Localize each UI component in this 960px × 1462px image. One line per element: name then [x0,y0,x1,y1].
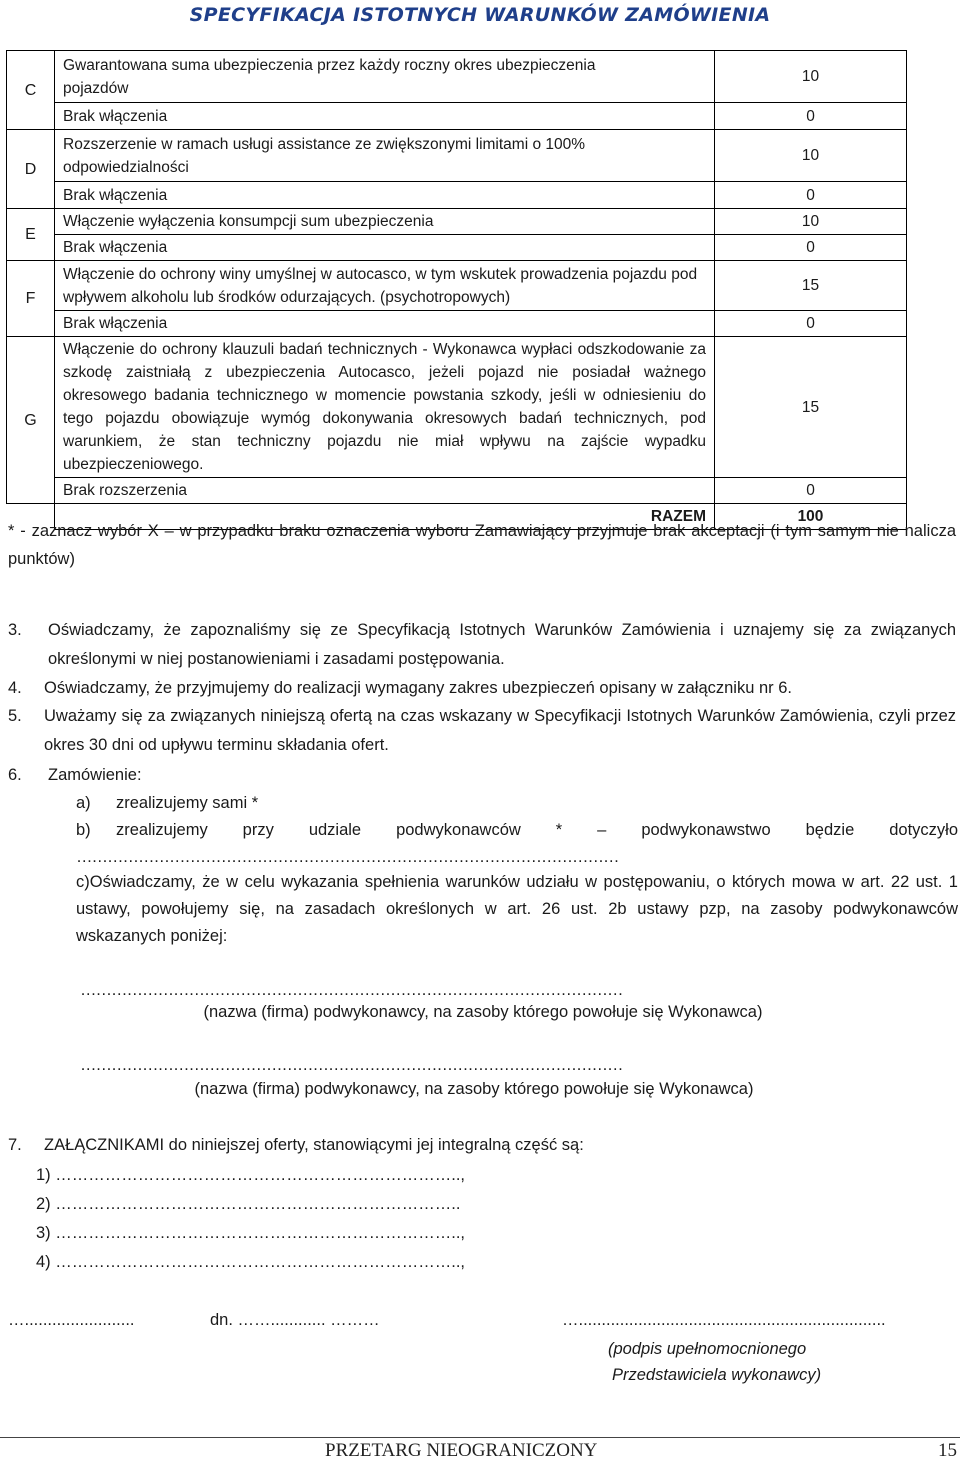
option-points: 15 [715,261,907,311]
option-points: 10 [715,130,907,182]
signature-caption-2: Przedstawiciela wykonawcy) [612,1366,822,1384]
attachment-line-2: 2) ……………………………………………………………….. [36,1195,461,1213]
table-row [7,311,907,337]
subcontractor-dots-2: …………………………………………………………………………………………… [80,1056,623,1074]
signature-place: …........................ [8,1311,135,1329]
table-row [7,261,907,311]
option-none-text: Brak włączenia [55,182,715,209]
option-none-points: 0 [715,182,907,209]
row-letter: C [7,51,55,130]
row-letter: E [7,209,55,261]
option-text: Włączenie do ochrony winy umyślnej w autocasco, w tym wskutek prowadzenia pojazdu pod wpływem alkoholu lub środków odurzających. (psychotropowych) [55,261,715,311]
table-row [7,478,907,504]
item-number: 5. [8,707,22,725]
item-number: 6. [8,766,22,784]
item-5-text: Uważamy się za związanych niniejszą ofertą na czas wskazany w Specyfikacji Istotnych Warunków Zamówienia, czyli przez okres 30 dni od upływu terminu składania ofert. [44,707,956,754]
option-none-text: Brak włączenia [55,311,715,337]
item-number: 4. [8,679,22,697]
item-3-text: Oświadczamy, że zapoznaliśmy się ze Specyfikacją Istotnych Warunków Zamówienia i uznajemy się za związanych określonymi w niej postanowieniami i zasadami postępowania. [48,621,956,668]
item-4-text: Oświadczamy, że przyjmujemy do realizacji wymagany zakres ubezpieczeń opisany w załączniku nr 6. [44,679,792,697]
subcontractor-caption-1: (nazwa (firma) podwykonawcy, na zasoby którego powołuje się Wykonawca) [203,1003,763,1021]
option-none-text: Brak włączenia [55,235,715,261]
option-text: Włączenie wyłączenia konsumpcji sum ubezpieczenia [55,209,715,235]
option-text: Włączenie do ochrony klauzuli badań technicznych - Wykonawca wypłaci odszkodowanie za szkodę zaistniałą z ubezpieczenia Autocasco, jeżeli pojazd nie posiadał ważnego okresowego badania technicznego w momencie powstania szkody, jeśli w odniesieniu do tego pojazdu obowiązuje wymóg dokonywania okresowych badań technicznych, pod warunkiem, że stan techniczny pojazdu nie miał wpływu na zajście wypadku ubezpieczeniowego. [55,337,715,478]
option-none-points: 0 [715,478,907,504]
table-row [7,51,907,103]
total-label: RAZEM [55,504,715,530]
document-header-title: SPECYFIKACJA ISTOTNYCH WARUNKÓW ZAMÓWIENIA [189,4,771,26]
option-none-points: 0 [715,103,907,130]
footer-label: PRZETARG NIEOGRANICZONY [325,1440,598,1461]
scoring-table [6,50,907,530]
selection-note: * - zaznacz wybór X – w przypadku braku oznaczenia wyboru Zamawiający przyjmuje brak akceptacji (i tym samym nie nalicza punktów) [8,522,956,568]
option-points: 10 [715,51,907,103]
row-letter: F [7,261,55,337]
option-none-points: 0 [715,311,907,337]
option-points: 10 [715,209,907,235]
table-row [7,235,907,261]
option-text: Rozszerzenie w ramach usługi assistance ze zwiększonymi limitami o 100% odpowiedzialności [55,130,715,182]
option-points: 15 [715,337,907,478]
option-a-text: zrealizujemy sami * [116,794,259,812]
signature-caption-1: (podpis upełnomocnionego [608,1340,807,1358]
option-b-text: zrealizujemy przy udziale podwykonawców * – podwykonawstwo będzie dotyczyło [116,821,958,839]
subcontractor-caption-2: (nazwa (firma) podwykonawcy, na zasoby którego powołuje się Wykonawca) [194,1080,754,1098]
table-row [7,209,907,235]
option-a-label: a) [76,794,91,812]
signature-date: dn. ……............ ……… [210,1311,380,1329]
option-none-text: Brak rozszerzenia [55,478,715,504]
row-letter: D [7,130,55,209]
footer-divider [0,1437,960,1438]
subcontractor-dots-1: …………………………………………………………………………………………… [80,981,623,999]
signature-line: …................................................................... [562,1311,886,1329]
option-b-dots: …………………………………………………………………………………………… [76,848,619,866]
table-row [7,337,907,478]
option-c-text: c)Oświadczamy, że w celu wykazania spełnienia warunków udziału w postępowaniu, o których mowa w art. 22 ust. 1 ustawy, powołujemy się, na zasadach określonych w art. 26 ust. 2b ustawy pzp, na zasoby podwykonawców wskazanych poniżej: [76,873,958,945]
table-row [7,130,907,182]
item-number: 3. [8,621,22,639]
table-row [7,182,907,209]
item-number: 7. [8,1136,22,1154]
option-none-text: Brak włączenia [55,103,715,130]
attachment-line-4: 4) ……………………………………………………………….., [36,1253,466,1271]
option-b-label: b) [76,821,91,839]
total-value: 100 [715,504,907,530]
option-none-points: 0 [715,235,907,261]
item-6-text: Zamówienie: [48,766,142,784]
page-number: 15 [938,1440,957,1461]
table-row [7,103,907,130]
attachment-line-1: 1) ……………………………………………………………….., [36,1166,466,1184]
row-letter: G [7,337,55,504]
attachment-line-3: 3) ……………………………………………………………….., [36,1224,466,1242]
option-text: Gwarantowana suma ubezpieczenia przez każdy roczny okres ubezpieczenia pojazdów [55,51,715,103]
item-7-text: ZAŁĄCZNIKAMI do niniejszej oferty, stanowiącymi jej integralną część są: [44,1136,584,1154]
